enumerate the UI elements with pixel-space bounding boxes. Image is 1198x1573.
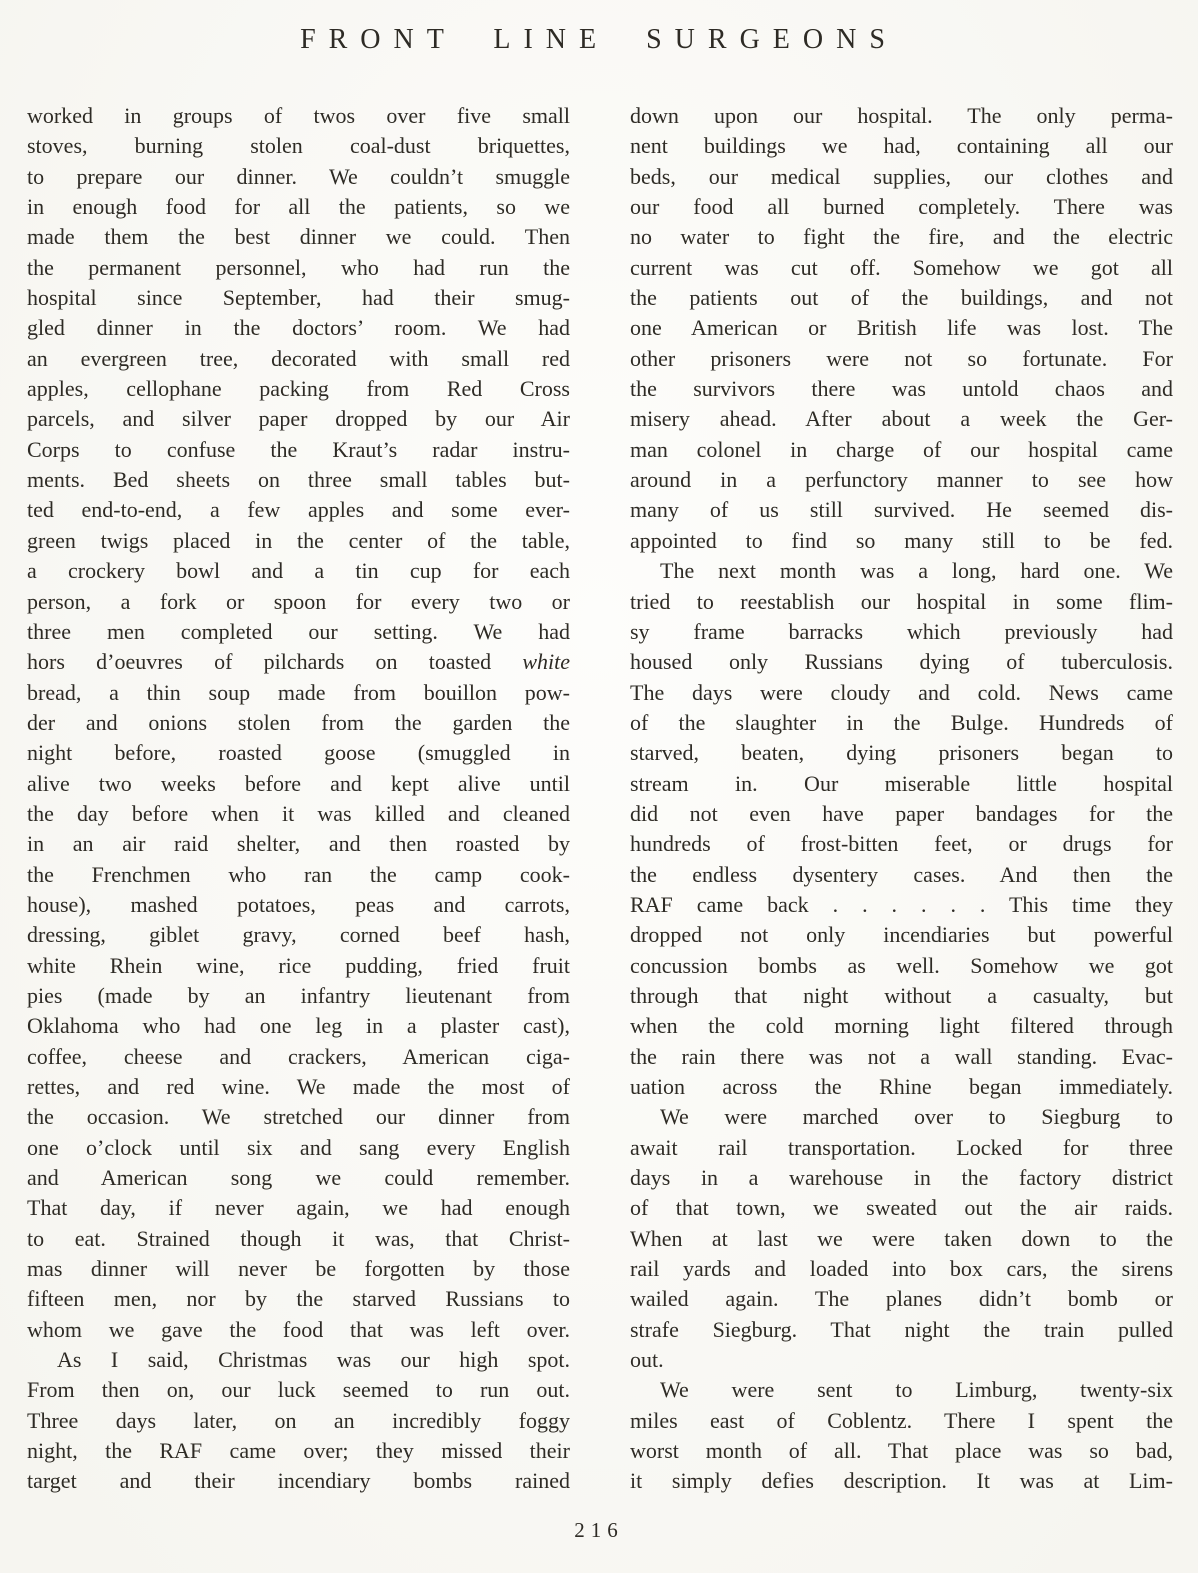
text-line: green twigs placed in the center of the table, [27,527,570,553]
text-line: tried to reestablish our hospital in some flim- [630,588,1173,614]
text-line: other prisoners were not so fortunate. For [630,345,1173,371]
text-line: beds, our medical supplies, our clothes and [630,163,1173,189]
text-line: did not even have paper bandages for the [630,800,1173,826]
text-line: wailed again. The planes didn’t bomb or [630,1286,1173,1312]
text-line: it simply defies description. It was at Lim- [630,1468,1173,1494]
text-columns [27,101,1173,1497]
text-line: bread, a thin soup made from bouillon pow- [27,679,570,705]
text-line: of that town, we sweated out the air raids. [630,1195,1173,1221]
text-line: apples, cellophane packing from Red Cross [27,376,570,402]
text-line: uation across the Rhine began immediately. [630,1074,1173,1099]
text-line: the occasion. We stretched our dinner from [27,1104,570,1130]
text-line: The days were cloudy and cold. News came [630,679,1173,705]
text-line: of the slaughter in the Bulge. Hundreds of [630,709,1173,735]
text-line: miles east of Coblentz. There I spent the [630,1407,1173,1433]
text-line: person, a fork or spoon for every two or [27,588,570,614]
text-line: the day before when it was killed and cleaned [27,800,570,826]
text-line: starved, beaten, dying prisoners began to [630,740,1173,766]
text-line: through that night without a casualty, but [630,982,1173,1008]
text-line: mas dinner will never be forgotten by those [27,1256,570,1282]
text-line: a crockery bowl and a tin cup for each [27,558,570,584]
text-line: to prepare our dinner. We couldn’t smuggle [27,163,570,189]
text-line: worst month of all. That place was so bad, [630,1438,1173,1464]
text-line: coffee, cheese and crackers, American ciga- [27,1043,570,1069]
text-line: dropped not only incendiaries but powerful [630,922,1173,948]
text-line: misery ahead. After about a week the Ger- [630,406,1173,432]
text-line: That day, if never again, we had enough [27,1195,570,1221]
text-line: in an air raid shelter, and then roasted by [27,831,570,857]
text-line: stoves, burning stolen coal-dust briquettes, [27,133,570,159]
text-line: around in a perfunctory manner to see how [630,467,1173,493]
text-line: down upon our hospital. The only perma- [630,103,1173,128]
text-line: current was cut off. Somehow we got all [630,254,1173,280]
text-line: ments. Bed sheets on three small tables but- [27,467,570,493]
text-line: the permanent personnel, who had run the [27,254,570,280]
text-line: gled dinner in the doctors’ room. We had [27,315,570,341]
text-line: hors d’oeuvres of pilchards on toasted white [27,649,570,675]
left-column [27,101,570,1497]
text-line: and American song we could remember. [27,1165,570,1191]
text-line: the endless dysentery cases. And then the [630,861,1173,887]
text-line: fifteen men, nor by the starved Russians to [27,1286,570,1312]
text-line: rail yards and loaded into box cars, the sirens [630,1256,1173,1282]
text-line: Three days later, on an incredibly foggy [27,1407,570,1433]
text-line: many of us still survived. He seemed dis- [630,497,1173,523]
text-line: ted end-to-end, a few apples and some ever- [27,497,570,523]
text-line: the survivors there was untold chaos and [630,376,1173,402]
text-line: hundreds of frost-bitten feet, or drugs for [630,831,1173,857]
text-line: rettes, and red wine. We made the most of [27,1074,570,1099]
right-column [630,101,1173,1497]
text-line: From then on, our luck seemed to run out. [27,1377,570,1403]
text-line: three men completed our setting. We had [27,618,570,644]
text-line: nent buildings we had, containing all our [630,133,1173,159]
text-line: night, the RAF came over; they missed their [27,1438,570,1464]
text-line: We were sent to Limburg, twenty-six [660,1377,1173,1403]
text-line: out. [630,1347,664,1373]
text-line: when the cold morning light filtered through [630,1013,1173,1039]
text-line: appointed to find so many still to be fed. [630,527,1173,553]
text-line: When at last we were taken down to the [630,1225,1173,1251]
text-line: Oklahoma who had one leg in a plaster cast), [27,1013,570,1039]
text-line: the patients out of the buildings, and not [630,285,1173,311]
text-line: whom we gave the food that was left over. [27,1316,570,1342]
text-line: der and onions stolen from the garden the [27,709,570,735]
text-line: sy frame barracks which previously had [630,618,1173,644]
text-line: days in a warehouse in the factory district [630,1165,1173,1191]
text-line: man colonel in charge of our hospital came [630,436,1173,462]
text-line: As I said, Christmas was our high spot. [57,1347,570,1373]
text-line: our food all burned completely. There was [630,194,1173,220]
text-line: alive two weeks before and kept alive until [27,770,570,796]
text-line: pies (made by an infantry lieutenant from [27,982,570,1008]
page-title: FRONT LINE SURGEONS [300,24,898,55]
text-line: in enough food for all the patients, so we [27,194,570,220]
text-line: worked in groups of twos over five small [27,103,570,128]
text-line: the rain there was not a wall standing. Evac- [630,1043,1173,1069]
text-line: Corps to confuse the Kraut’s radar instru- [27,436,570,462]
text-line: an evergreen tree, decorated with small red [27,345,570,371]
text-line: The next month was a long, hard one. We [660,558,1173,584]
text-line: target and their incendiary bombs rained [27,1468,570,1494]
text-line: one o’clock until six and sang every English [27,1134,570,1160]
page-number: 216 [574,1518,624,1542]
text-line: strafe Siegburg. That night the train pulled [630,1316,1173,1342]
text-line: night before, roasted goose (smuggled in [27,740,570,766]
text-line: parcels, and silver paper dropped by our Air [27,406,570,432]
text-line: housed only Russians dying of tuberculosis. [630,649,1173,675]
text-line: the Frenchmen who ran the camp cook- [27,861,570,887]
text-line: concussion bombs as well. Somehow we got [630,952,1173,978]
text-line: white Rhein wine, rice pudding, fried fruit [27,952,570,978]
text-line: await rail transportation. Locked for three [630,1134,1173,1160]
text-line: RAF came back . . . . . . This time they [630,891,1173,917]
text-line: made them the best dinner we could. Then [27,224,570,250]
text-line: hospital since September, had their smug- [27,285,570,311]
text-line: no water to fight the fire, and the electric [630,224,1173,250]
text-line: We were marched over to Siegburg to [660,1104,1173,1130]
text-line: one American or British life was lost. The [630,315,1173,341]
text-line: stream in. Our miserable little hospital [630,770,1173,796]
text-line: to eat. Strained though it was, that Christ- [27,1225,570,1251]
text-line: house), mashed potatoes, peas and carrots, [27,891,570,917]
text-line: dressing, giblet gravy, corned beef hash, [27,922,570,948]
